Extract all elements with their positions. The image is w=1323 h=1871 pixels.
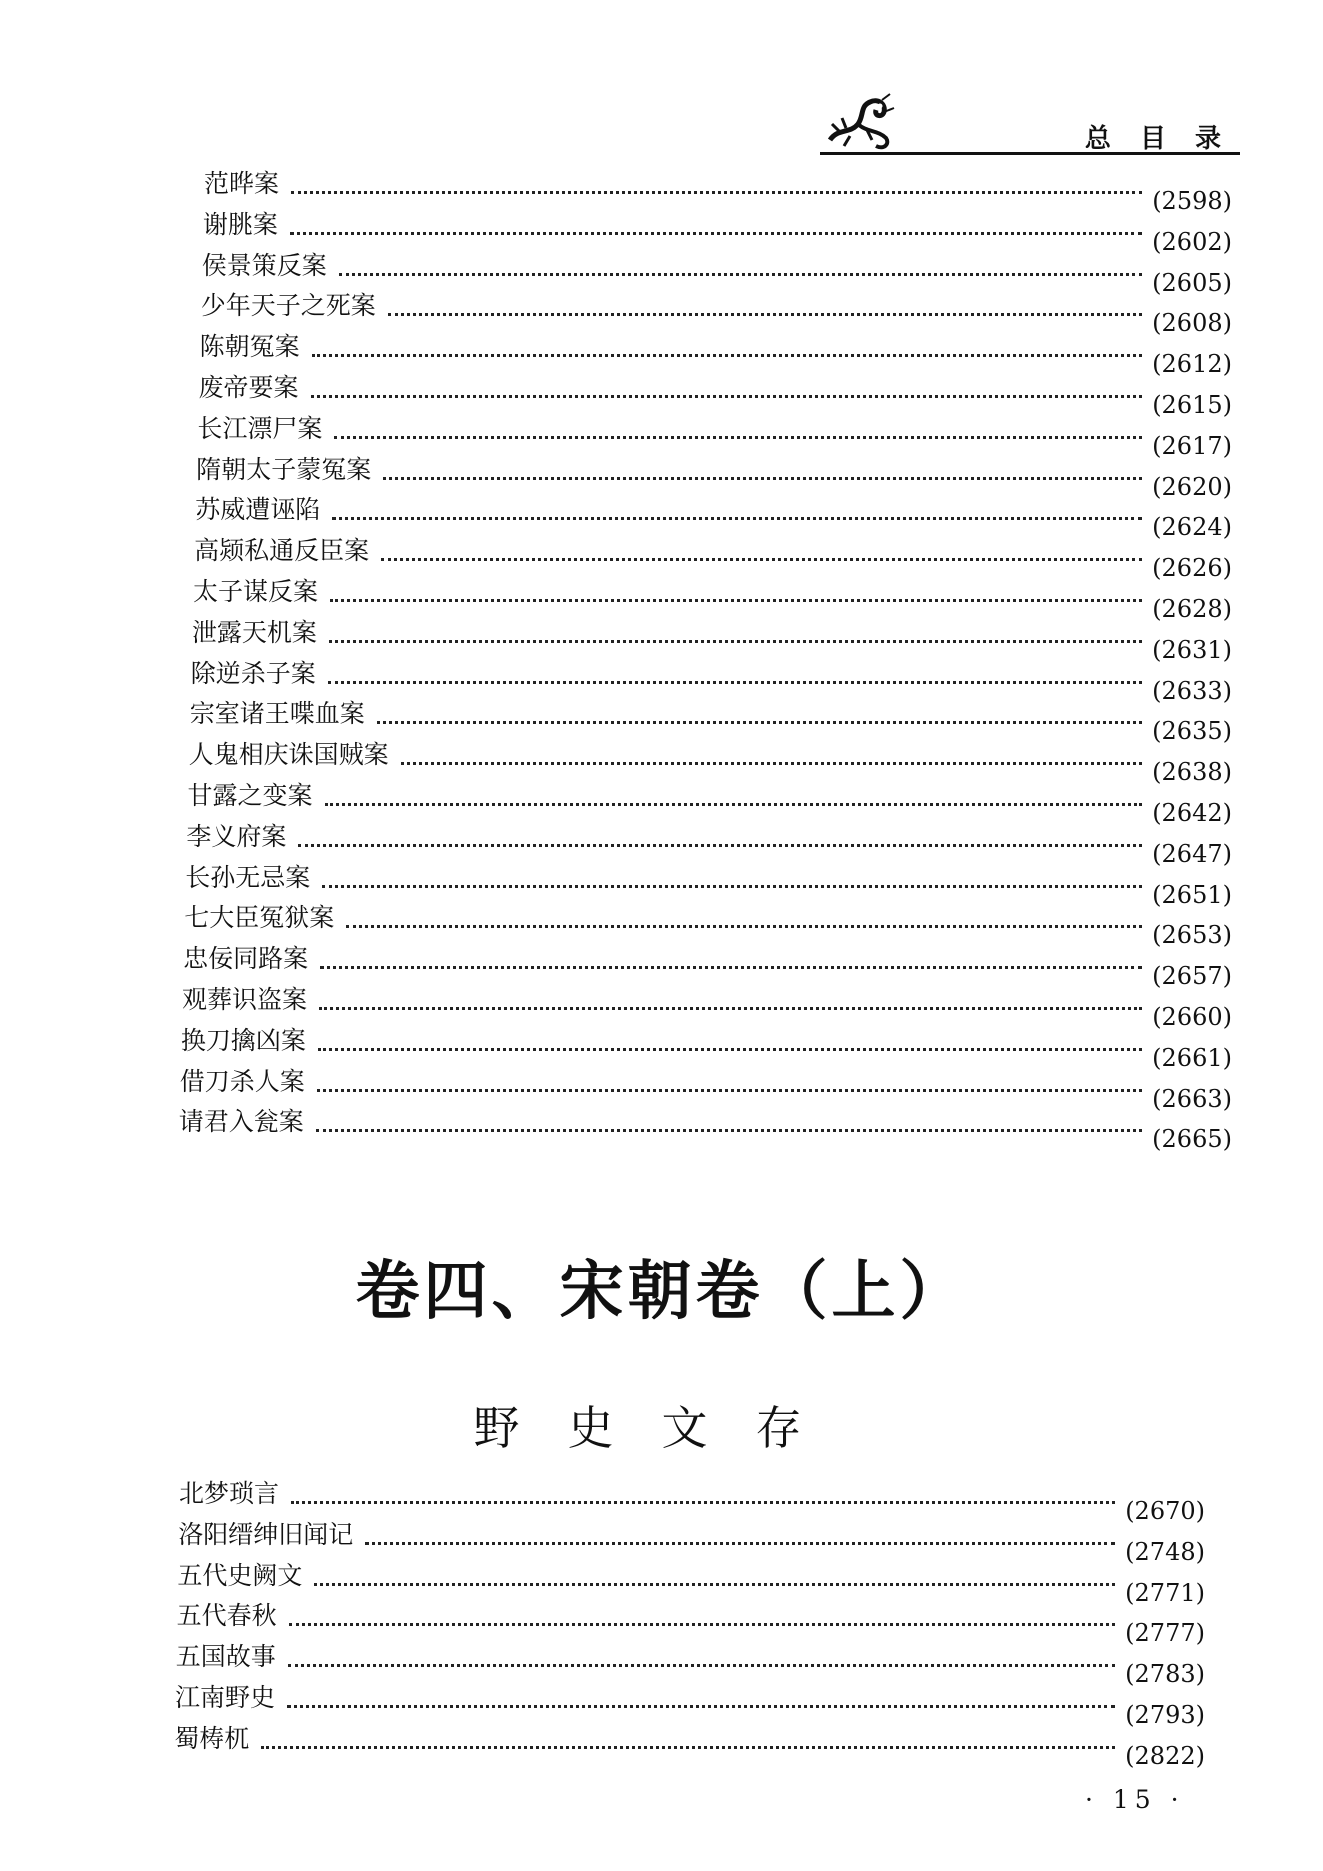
toc-entry [186, 817, 1232, 868]
toc-entry-page: (2642) [1152, 799, 1232, 827]
toc-entry-title: 太子谋反案 [193, 577, 319, 606]
toc-entry-page: (2628) [1152, 595, 1232, 623]
toc-entry-title: 长孙无忌案 [185, 862, 311, 892]
toc-entry-page: (2660) [1152, 1003, 1232, 1031]
toc-entry-title: 五代春秋 [176, 1601, 277, 1631]
toc-entry-page: (2663) [1152, 1084, 1232, 1113]
toc-entry [180, 1021, 1232, 1072]
toc-entry [195, 490, 1232, 542]
toc-leader-dots [325, 803, 1143, 806]
toc-entry-page: (2647) [1152, 839, 1232, 868]
toc-entry [197, 409, 1232, 460]
toc-leader-dots [346, 925, 1142, 928]
toc-entry-title: 七大臣冤狱案 [184, 903, 335, 933]
toc-entry-page: (2608) [1152, 309, 1232, 338]
toc-entry [199, 327, 1232, 379]
toc-entry [183, 939, 1232, 991]
toc-entry-title: 废帝要案 [198, 373, 299, 402]
toc-entry-title: 泄露天机案 [191, 617, 317, 647]
toc-entry-page: (2665) [1152, 1125, 1232, 1154]
toc-leader-dots [288, 1664, 1115, 1667]
toc-entry-page: (2617) [1152, 431, 1232, 460]
toc-leader-dots [291, 191, 1142, 194]
toc-leader-dots [289, 1623, 1116, 1626]
toc-entry-page: (2615) [1152, 391, 1232, 419]
toc-leader-dots [381, 558, 1142, 561]
toc-entry-title: 李义府案 [186, 821, 287, 851]
toc-leader-dots [365, 1542, 1115, 1545]
toc-entry [188, 735, 1232, 787]
toc-entry-page: (2620) [1152, 472, 1232, 501]
toc-entry [184, 898, 1232, 950]
toc-entry-page: (2793) [1125, 1701, 1205, 1729]
toc-entry [200, 286, 1232, 338]
toc-entry-title: 人鬼相庆诛国贼案 [188, 740, 389, 770]
toc-entry-page: (2783) [1125, 1660, 1205, 1689]
toc-entry [179, 1062, 1232, 1113]
toc-entry-page: (2605) [1152, 268, 1232, 297]
toc-leader-dots [311, 395, 1143, 398]
toc-leader-dots [316, 1129, 1142, 1132]
toc-leader-dots [261, 1746, 1115, 1749]
toc-entry [198, 368, 1233, 419]
page-number: · 15 · [1085, 1785, 1185, 1814]
toc-entry-title: 侯景策反案 [201, 250, 327, 280]
toc-leader-dots [319, 1007, 1142, 1010]
toc-entry-title: 借刀杀人案 [179, 1066, 305, 1096]
toc-entry [179, 1474, 1205, 1525]
toc-entry-page: (2653) [1152, 921, 1232, 950]
toc-entry [175, 1678, 1205, 1729]
toc-leader-dots [290, 232, 1142, 235]
toc-entry-page: (2670) [1125, 1497, 1205, 1525]
toc-entry-page: (2602) [1152, 227, 1232, 256]
toc-entry [201, 246, 1232, 297]
toc-entry-title: 忠佞同路案 [183, 944, 309, 974]
toc-entry-title: 除逆杀子案 [190, 658, 316, 688]
toc-entry-title: 蜀梼杌 [174, 1723, 250, 1753]
toc-leader-dots [329, 640, 1142, 643]
toc-entry-page: (2661) [1152, 1043, 1232, 1072]
toc-entry [178, 1102, 1232, 1154]
header-title: 总 目 录 [1084, 124, 1231, 154]
toc-leader-dots [320, 966, 1142, 969]
toc-entry [189, 694, 1232, 746]
toc-entry-title: 苏威遭诬陷 [195, 495, 321, 525]
header-rule [820, 152, 1240, 155]
toc-leader-dots [334, 436, 1142, 439]
dragon-icon [820, 88, 900, 156]
toc-entry-page: (2748) [1125, 1537, 1205, 1566]
toc-leader-dots [298, 844, 1142, 847]
toc-entry-page: (2635) [1152, 717, 1232, 746]
toc-leader-dots [322, 885, 1142, 888]
toc-entry-title: 五代史阙文 [177, 1560, 303, 1590]
toc-entry-title: 陈朝冤案 [199, 332, 300, 362]
toc-entry-page: (2777) [1125, 1619, 1205, 1648]
toc-entry-page: (2638) [1152, 758, 1232, 787]
toc-entry [176, 1596, 1205, 1648]
toc-entry-title: 五国故事 [175, 1642, 276, 1672]
toc-entry-page: (2624) [1152, 513, 1232, 542]
toc-entry [182, 980, 1232, 1031]
toc-entry-title: 范晔案 [204, 169, 280, 198]
volume-title: 卷四、宋朝卷（上） [355, 1255, 968, 1329]
toc-entry-page: (2631) [1152, 635, 1232, 664]
toc-entry [174, 1719, 1205, 1770]
toc-entry [196, 450, 1232, 501]
toc-leader-dots [312, 354, 1143, 357]
toc-leader-dots [388, 313, 1142, 316]
toc-leader-dots [328, 681, 1142, 684]
toc-entry [187, 776, 1233, 827]
toc-entry [178, 1515, 1205, 1566]
toc-entry-title: 江南野史 [175, 1683, 276, 1712]
toc-entry-page: (2822) [1125, 1741, 1205, 1770]
toc-entry-page: (2657) [1152, 962, 1232, 991]
toc-leader-dots [377, 721, 1142, 724]
toc-entry-page: (2626) [1152, 554, 1232, 583]
toc-entry-title: 北梦琐言 [179, 1479, 280, 1508]
toc-leader-dots [383, 477, 1142, 480]
toc-entry [185, 858, 1232, 909]
toc-entry-title: 长江漂尸案 [197, 413, 323, 443]
toc-leader-dots [317, 1089, 1142, 1092]
toc-entry-page: (2771) [1125, 1578, 1205, 1607]
section-title: 野史文存 [473, 1401, 850, 1455]
toc-leader-dots [330, 599, 1142, 602]
toc-entry [177, 1556, 1205, 1607]
toc-entry [190, 654, 1232, 705]
toc-entry-title: 谢朓案 [202, 209, 278, 239]
toc-entry [175, 1637, 1205, 1689]
toc-entry-title: 少年天子之死案 [200, 291, 376, 321]
toc-entry-title: 高颎私通反臣案 [194, 536, 370, 566]
toc-leader-dots [318, 1048, 1142, 1051]
toc-entry-page: (2633) [1152, 676, 1232, 705]
toc-leader-dots [291, 1501, 1115, 1504]
toc-entry [202, 205, 1232, 256]
toc-leader-dots [332, 517, 1142, 520]
toc-entry-title: 洛阳缙绅旧闻记 [178, 1519, 354, 1549]
toc-entry-title: 观葬识盗案 [182, 985, 308, 1014]
toc-leader-dots [314, 1583, 1115, 1586]
toc-entry-title: 请君入瓮案 [178, 1107, 304, 1137]
toc-entry [191, 613, 1232, 664]
toc-leader-dots [401, 762, 1143, 765]
toc-entry-page: (2612) [1152, 350, 1232, 379]
toc-entry-title: 换刀擒凶案 [180, 1025, 306, 1055]
toc-leader-dots [287, 1705, 1115, 1708]
toc-entry [204, 164, 1232, 215]
toc-entry-page: (2651) [1152, 880, 1232, 909]
toc-entry-title: 甘露之变案 [187, 781, 313, 810]
toc-leader-dots [339, 273, 1142, 276]
toc-entry-title: 宗室诸王喋血案 [189, 699, 365, 729]
toc-entry-title: 隋朝太子蒙冤案 [196, 454, 372, 484]
toc-entry-page: (2598) [1152, 187, 1232, 215]
toc-entry [194, 531, 1232, 583]
toc-entry [193, 572, 1232, 623]
